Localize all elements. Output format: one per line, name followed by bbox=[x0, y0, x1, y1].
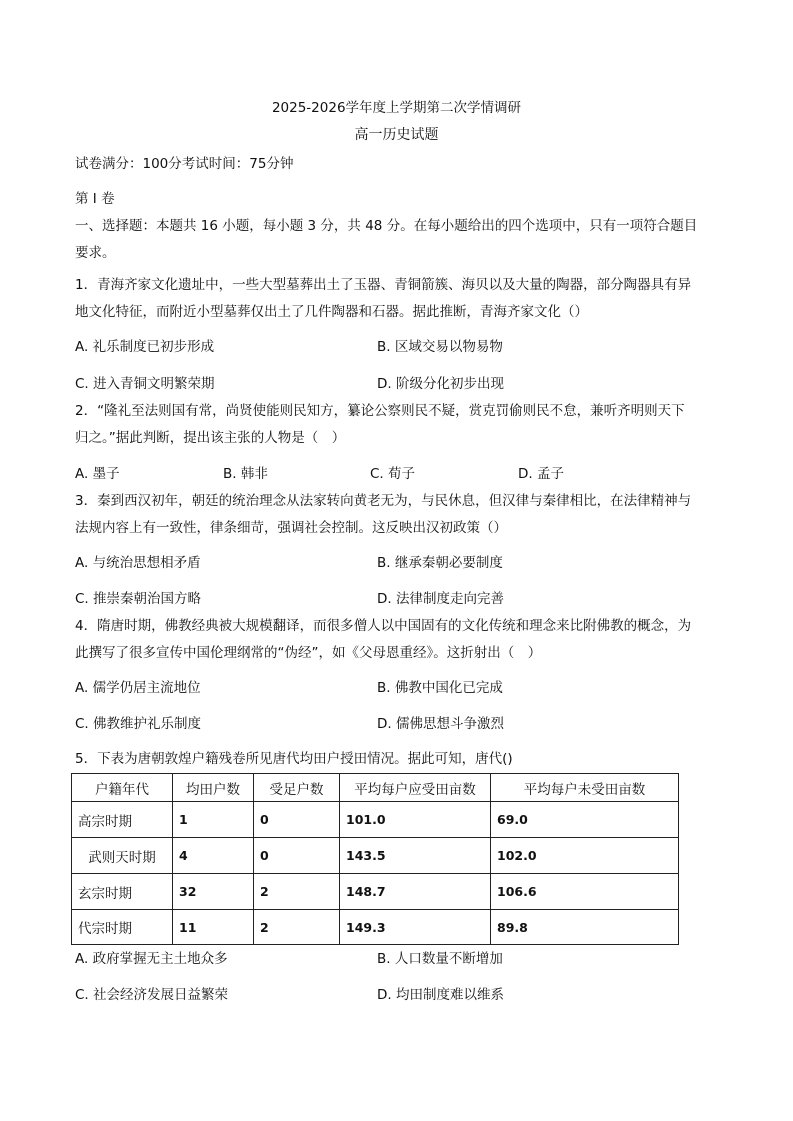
question-1-stem-line-1: 1．青海齐家文化遗址中，一些大型墓葬出土了玉器、青铜箭簇、海贝以及大量的陶器，部分陶器具有异 bbox=[75, 277, 692, 293]
table-cell: 143.5 bbox=[340, 838, 491, 874]
question-2-stem-line-1: 2．“隆礼至法则国有常，尚贤使能则民知方，纂论公察则民不疑，赏克罚偷则民不怠，兼听齐明则天下 bbox=[75, 403, 685, 419]
table-cell: 89.8 bbox=[491, 910, 679, 945]
question-4-stem-line-1: 4．隋唐时期，佛教经典被大规模翻译，而很多僧人以中国固有的文化传统和理念来比附佛教的概念，为 bbox=[75, 618, 692, 634]
question-3-option-a[interactable]: A. 与统治思想相矛盾 bbox=[75, 555, 201, 571]
table-cell: 0 bbox=[254, 838, 340, 874]
question-2-option-d[interactable]: D. 孟子 bbox=[518, 466, 564, 482]
section-label: 第 I 卷 bbox=[75, 191, 115, 207]
table-cell: 102.0 bbox=[491, 838, 679, 874]
table-cell-period: 武则天时期 bbox=[72, 838, 173, 874]
table-cell-period: 代宗时期 bbox=[72, 910, 173, 945]
table-cell: 106.6 bbox=[491, 874, 679, 910]
question-1-option-d[interactable]: D. 阶级分化初步出现 bbox=[377, 376, 504, 392]
question-2-option-b[interactable]: B. 韩非 bbox=[223, 466, 268, 482]
question-1-option-b[interactable]: B. 区域交易以物易物 bbox=[377, 339, 503, 355]
question-2-option-c[interactable]: C. 荀子 bbox=[370, 466, 416, 482]
question-4-option-b[interactable]: B. 佛教中国化已完成 bbox=[377, 680, 503, 696]
question-1-option-c[interactable]: C. 进入青铜文明繁荣期 bbox=[75, 376, 215, 392]
table-cell: 0 bbox=[254, 802, 340, 838]
question-1-stem-line-2: 地文化特征，而附近小型墓葬仅出土了几件陶器和石器。据此推断，青海齐家文化（） bbox=[75, 304, 588, 320]
question-4-stem-line-2: 此撰写了很多宣传中国伦理纲常的“伪经”，如《父母恩重经》。这折射出（ ） bbox=[75, 645, 542, 661]
question-3-option-b[interactable]: B. 继承秦朝必要制度 bbox=[377, 555, 503, 571]
table-cell: 69.0 bbox=[491, 802, 679, 838]
question-5-option-a[interactable]: A. 政府掌握无主土地众多 bbox=[75, 951, 228, 967]
question-3-stem-line-2: 法规内容上有一致性，律条细苛，强调社会控制。这反映出汉初政策（） bbox=[75, 520, 507, 536]
table-cell: 2 bbox=[254, 874, 340, 910]
table-header-cell: 均田户数 bbox=[173, 774, 254, 802]
table-cell: 149.3 bbox=[340, 910, 491, 945]
table-row bbox=[72, 802, 679, 838]
question-1-option-a[interactable]: A. 礼乐制度已初步形成 bbox=[75, 339, 215, 355]
table-header-cell: 受足户数 bbox=[254, 774, 340, 802]
question-4-option-d[interactable]: D. 儒佛思想斗争激烈 bbox=[377, 716, 504, 732]
table-row bbox=[72, 910, 679, 945]
question-2-stem-line-2: 归之。”据此判断，提出该主张的人物是（ ） bbox=[75, 430, 346, 446]
table-cell-period: 高宗时期 bbox=[72, 802, 173, 838]
question-5-stem-line-1: 5．下表为唐朝敦煌户籍残卷所见唐代均田户授田情况。据此可知，唐代() bbox=[75, 751, 513, 767]
table-row bbox=[72, 838, 679, 874]
table-header-cell: 平均每户应受田亩数 bbox=[340, 774, 491, 802]
table-row bbox=[72, 874, 679, 910]
exam-subtitle: 高一历史试题 bbox=[354, 127, 439, 143]
question-3-stem-line-1: 3．秦到西汉初年，朝廷的统治理念从法家转向黄老无为，与民休息，但汉律与秦律相比，在法律精神与 bbox=[75, 493, 692, 509]
question-2-option-a[interactable]: A. 墨子 bbox=[75, 466, 120, 482]
instructions-line-2: 要求。 bbox=[75, 245, 116, 261]
land-allocation-table bbox=[71, 773, 679, 945]
question-5-option-c[interactable]: C. 社会经济发展日益繁荣 bbox=[75, 987, 229, 1003]
question-3-option-d[interactable]: D. 法律制度走向完善 bbox=[377, 591, 504, 607]
question-3-option-c[interactable]: C. 推崇秦朝治国方略 bbox=[75, 591, 202, 607]
table-header-cell: 平均每户未受田亩数 bbox=[491, 774, 679, 802]
table-cell-period: 玄宗时期 bbox=[72, 874, 173, 910]
table-header-row bbox=[72, 774, 679, 802]
table-cell: 2 bbox=[254, 910, 340, 945]
table-cell: 32 bbox=[173, 874, 254, 910]
table-header-cell: 户籍年代 bbox=[72, 774, 173, 802]
question-4-option-a[interactable]: A. 儒学仍居主流地位 bbox=[75, 680, 201, 696]
question-5-option-d[interactable]: D. 均田制度难以维系 bbox=[377, 987, 504, 1003]
table-cell: 148.7 bbox=[340, 874, 491, 910]
exam-meta: 试卷满分：100分考试时间：75分钟 bbox=[75, 156, 294, 172]
question-4-option-c[interactable]: C. 佛教维护礼乐制度 bbox=[75, 716, 202, 732]
table-cell: 101.0 bbox=[340, 802, 491, 838]
table-cell: 11 bbox=[173, 910, 254, 945]
table-cell: 4 bbox=[173, 838, 254, 874]
table-cell: 1 bbox=[173, 802, 254, 838]
instructions-line-1: 一、选择题：本题共 16 小题，每小题 3 分，共 48 分。在每小题给出的四个选项中，只有一项符合题目 bbox=[75, 218, 698, 234]
question-5-option-b[interactable]: B. 人口数量不断增加 bbox=[377, 951, 503, 967]
exam-title: 2025-2026学年度上学期第二次学情调研 bbox=[271, 100, 522, 116]
